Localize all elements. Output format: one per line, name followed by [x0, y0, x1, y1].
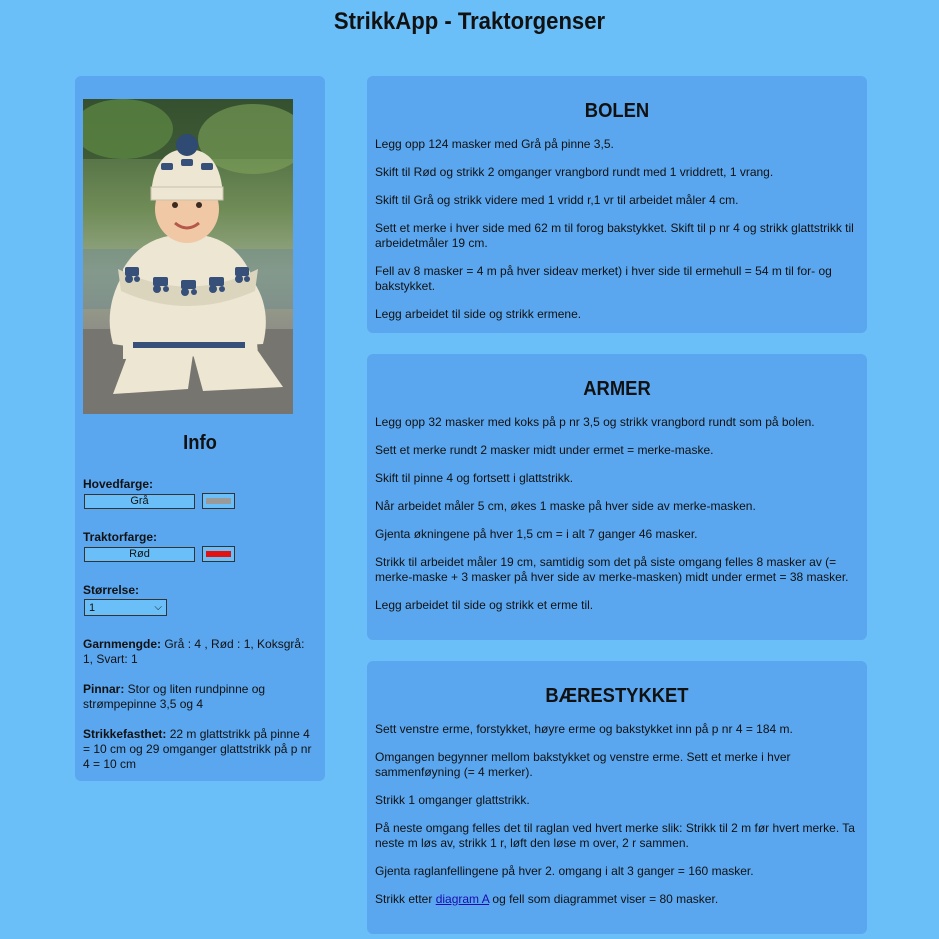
tractor-color-label: Traktorfarge:	[83, 530, 158, 544]
page-title: StrikkApp - Traktorgenser	[333, 8, 606, 35]
main-color-swatch	[206, 498, 231, 504]
size-selected-value: 1	[89, 601, 96, 614]
size-select[interactable]	[84, 599, 167, 616]
size-label: Størrelse:	[83, 583, 140, 597]
yarn-amount	[83, 637, 317, 667]
yarn-amount-label: Garnmengde:	[83, 637, 162, 651]
instruction-step: Skift til pinne 4 og fortsett i glattstrikk.	[375, 471, 574, 485]
main-color-input[interactable]: Grå	[84, 494, 195, 509]
instruction-step: Gjenta økningene på hver 1,5 cm = i alt 7 ganger 46 masker.	[375, 527, 698, 541]
main-color-label: Hovedfarge:	[83, 477, 154, 491]
instruction-step: Legg opp 124 masker med Grå på pinne 3,5.	[375, 137, 614, 151]
photo-illustration	[83, 99, 293, 414]
yarn-amount-value: Grå : 4 , Rød : 1, Koksgrå: 1, Svart: 1	[83, 637, 305, 666]
needles-label: Pinnar:	[83, 682, 125, 696]
section-baerestykket	[367, 661, 867, 934]
tractor-color-group	[83, 530, 317, 562]
main-color-group	[83, 477, 317, 509]
instruction-step: Sett venstre erme, forstykket, høyre erme og bakstykket inn på p nr 4 = 184 m.	[375, 722, 793, 736]
instruction-text-after-link: og fell som diagrammet viser = 80 masker.	[489, 892, 719, 906]
instruction-step: Legg arbeidet til side og strikk et erme til.	[375, 598, 594, 612]
section-title-baerestykket: BÆRESTYKKET	[545, 685, 689, 707]
instruction-step: Sett et merke i hver side med 62 m til forog bakstykket. Skift til p nr 4 og strikk glattstrikk til arbeidetmåler 19 cm.	[375, 221, 854, 250]
instruction-step: Fell av 8 masker = 4 m på hver sideav merket) i hver side til ermehull = 54 m til for- og bakstykket.	[375, 264, 832, 293]
needles-info	[83, 682, 317, 712]
gauge-label: Strikkefasthet:	[83, 727, 167, 741]
gauge-value: 22 m glattstrikk på pinne 4 = 10 cm og 29 omganger glattstrikk på p nr 4 = 10 cm	[83, 727, 312, 771]
instruction-step: Når arbeidet måler 5 cm, økes 1 maske på hver side av merke-masken.	[375, 499, 756, 513]
instruction-step: Gjenta raglanfellingene på hver 2. omgang i alt 3 ganger = 160 masker.	[375, 864, 754, 878]
info-title: Info	[183, 432, 217, 454]
tractor-color-picker[interactable]	[202, 546, 235, 562]
diagram-a-link[interactable]: diagram A	[435, 892, 490, 906]
needles-value: Stor og liten rundpinne og strømpepinne 3,5 og 4	[83, 682, 266, 711]
instruction-step	[375, 892, 859, 907]
instruction-step: Sett et merke rundt 2 masker midt under ermet = merke-maske.	[375, 443, 714, 457]
gauge-info	[83, 727, 317, 772]
section-armer	[367, 354, 867, 640]
section-title-bolen: BOLEN	[584, 100, 650, 122]
instruction-step: På neste omgang felles det til raglan ved hvert merke slik: Strikk til 2 m før hvert merke. Ta neste m løs av, strikk 1 r, løft den løse m over, 2 r sammen.	[375, 821, 855, 850]
instruction-step: Skift til Grå og strikk videre med 1 vridd r,1 vr til arbeidet måler 4 cm.	[375, 193, 739, 207]
instruction-step: Legg opp 32 masker med koks på p nr 3,5 og strikk vrangbord rundt som på bolen.	[375, 415, 815, 429]
instruction-step: Strikk til arbeidet måler 19 cm, samtidig som det på siste omgang felles 8 masker av (= merke-maske + 3 masker på hver side av merke-masken) midt under ermet = 38 masker.	[375, 555, 849, 584]
instruction-step: Strikk 1 omganger glattstrikk.	[375, 793, 530, 807]
instruction-text-before-link: Strikk etter	[375, 892, 436, 906]
section-title-armer: ARMER	[583, 378, 651, 400]
main-color-picker[interactable]	[202, 493, 235, 509]
tractor-color-input[interactable]: Rød	[84, 547, 195, 562]
chevron-down-icon: ⌵	[154, 602, 162, 613]
instruction-step: Skift til Rød og strikk 2 omganger vrangbord rundt med 1 vriddrett, 1 vrang.	[375, 165, 774, 179]
section-bolen	[367, 76, 867, 333]
instruction-step: Legg arbeidet til side og strikk ermene.	[375, 307, 582, 321]
sweater-photo	[83, 99, 293, 414]
tractor-color-swatch	[206, 551, 231, 557]
info-sidebar	[75, 76, 325, 781]
size-group	[83, 583, 317, 616]
instruction-step: Omgangen begynner mellom bakstykket og venstre erme. Sett et merke i hver sammenføyning (= 4 merker).	[375, 750, 791, 779]
